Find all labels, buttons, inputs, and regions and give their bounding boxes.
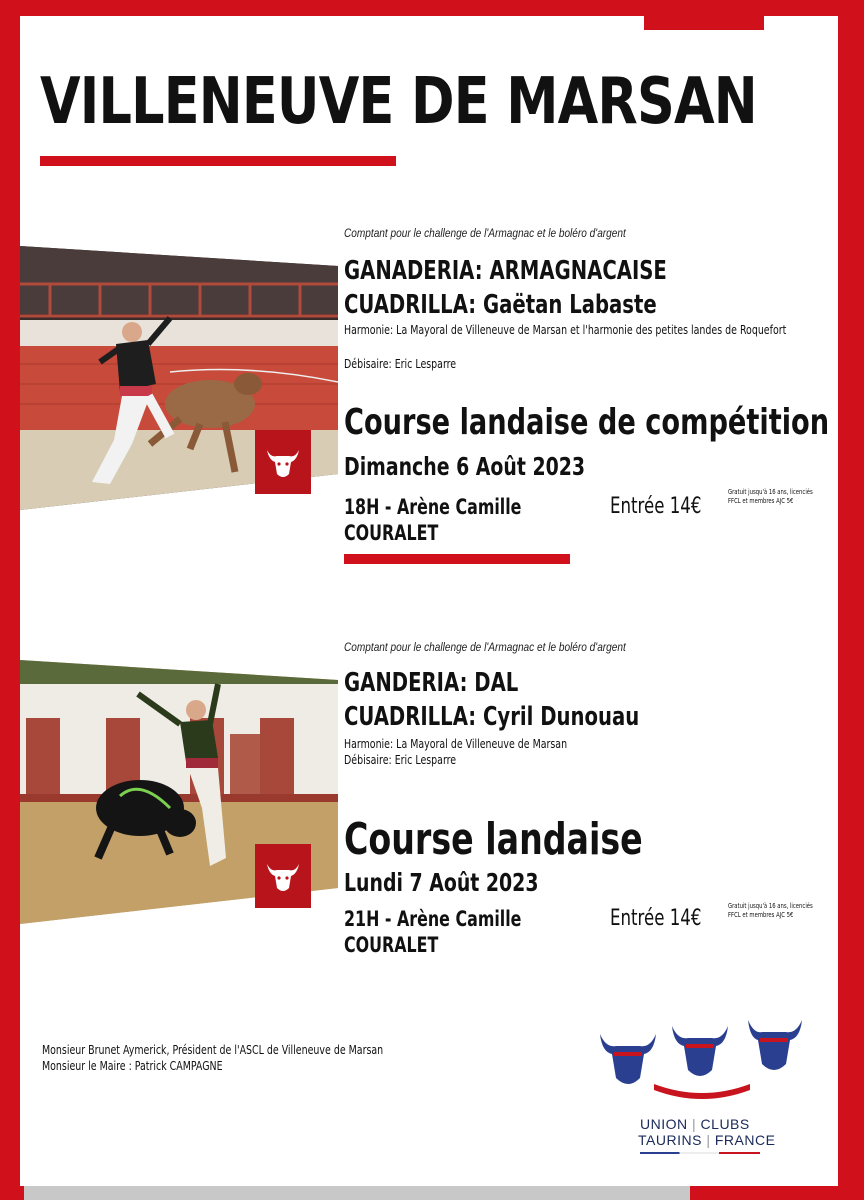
event-2-harmonie: Harmonie: La Mayoral de Villeneuve de Marsan <box>344 736 568 751</box>
event-1-bull-badge <box>255 430 311 494</box>
event-1-harmonie: Harmonie: La Mayoral de Villeneuve de Marsan et l'harmonie des petites landes de Roquefort <box>344 322 787 337</box>
signers <box>42 1042 448 1074</box>
event-1-time-place: 18H - Arène Camille COURALET <box>344 495 522 545</box>
event-2-ganaderia: GANDERIA: DAL <box>344 668 519 698</box>
event-1-cuadrilla: CUADRILLA: Gaëtan Labaste <box>344 290 657 320</box>
tricolor-rule <box>640 1152 760 1154</box>
event-2-date: Lundi 7 Août 2023 <box>344 868 539 897</box>
event-1-free-note: Gratuit jusqu'à 16 ans, licenciés FFCL et membres AJC 5€ <box>728 488 813 505</box>
union-clubs-taurins-logo: UNION | CLUBS TAURINS | FRANCE <box>596 1012 808 1162</box>
event-1-divider <box>344 554 570 564</box>
event-1-date: Dimanche 6 Août 2023 <box>344 452 586 481</box>
event-2-time-place: 21H - Arène Camille COURALET <box>344 907 522 957</box>
event-2-entry-price: Entrée 14€ <box>610 906 702 931</box>
event-1-ganaderia: GANADERIA: ARMAGNACAISE <box>344 256 667 286</box>
logo-text-france: FRANCE <box>714 1132 776 1148</box>
signer-president: Monsieur Brunet Aymerick, Président de l'ASCL de Villeneuve de Marsan <box>42 1042 384 1057</box>
bull-head-icon <box>263 442 303 482</box>
bull-head-icon <box>263 856 303 896</box>
poster <box>20 16 838 1186</box>
bottom-red-left <box>0 1186 24 1200</box>
bulls-logo-icon <box>596 1012 808 1104</box>
top-red-notch <box>644 16 764 30</box>
event-1-challenge: Comptant pour le challenge de l'Armagnac et le boléro d'argent <box>344 226 626 240</box>
logo-text-taurins: TAURINS <box>638 1132 702 1148</box>
title-underline <box>40 156 396 166</box>
logo-text-clubs: CLUBS <box>700 1116 750 1132</box>
event-2-debisaire: Débisaire: Eric Lesparre <box>344 752 457 767</box>
event-2-cuadrilla: CUADRILLA: Cyril Dunouau <box>344 702 640 732</box>
event-2-free-note: Gratuit jusqu'à 16 ans, licenciés FFCL et membres AJC 5€ <box>728 902 813 919</box>
logo-text-union: UNION <box>640 1116 688 1132</box>
event-1-debisaire: Débisaire: Eric Lesparre <box>344 356 457 371</box>
page-title: VILLENEUVE DE MARSAN <box>40 65 757 139</box>
event-1-course-title: Course landaise de compétition <box>344 402 830 443</box>
event-2-course-title: Course landaise <box>344 814 643 865</box>
event-1-entry-price: Entrée 14€ <box>610 494 702 519</box>
signer-mayor: Monsieur le Maire : Patrick CAMPAGNE <box>42 1058 223 1073</box>
bottom-red-right <box>690 1186 864 1200</box>
event-2-challenge: Comptant pour le challenge de l'Armagnac et le boléro d'argent <box>344 640 626 654</box>
event-2-bull-badge <box>255 844 311 908</box>
